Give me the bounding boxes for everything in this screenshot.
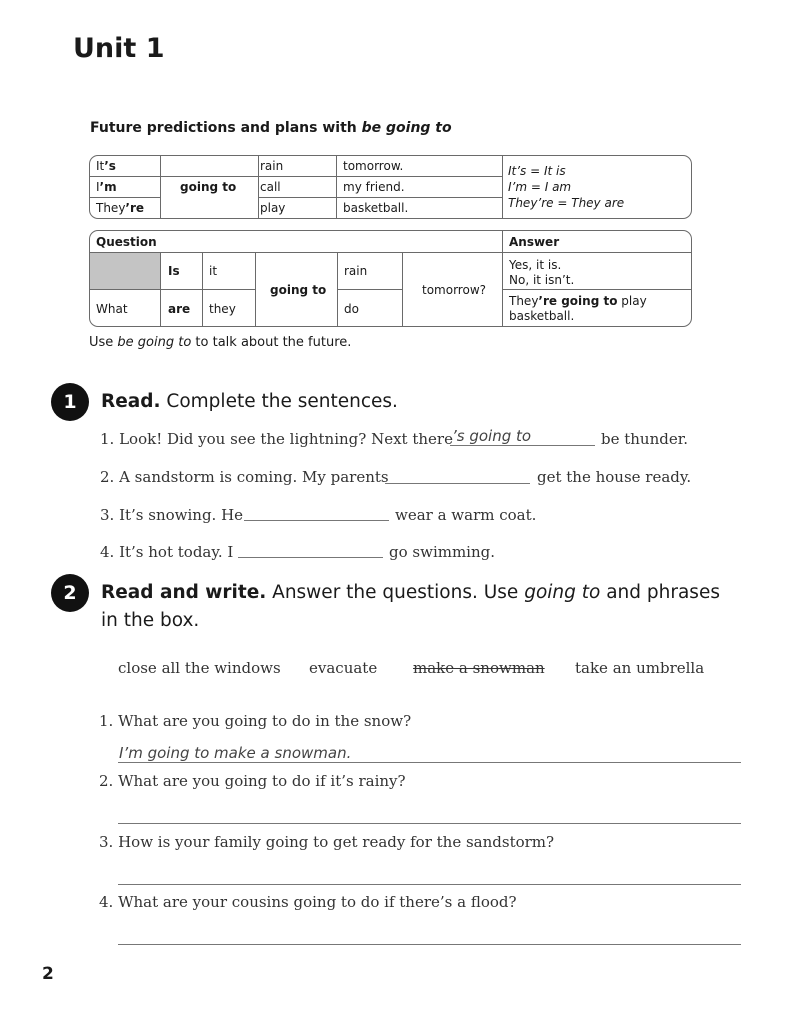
verb-cell: rain [260,159,284,173]
answer-they-line2: basketball. [509,309,575,323]
wh-cell: What [96,302,128,316]
shaded-cell [90,253,160,290]
page-number: 2 [42,964,54,984]
exercise-2-badge: 2 [51,574,89,612]
answer-blank[interactable] [244,520,389,521]
object-cell: my friend. [343,180,405,194]
sentence-end: go swimming. [389,543,496,561]
unit-title: Unit 1 [73,33,165,64]
verb-cell: rain [344,264,368,278]
answer-line[interactable] [118,944,741,945]
verb-cell: play [260,201,286,215]
answer-blank[interactable] [385,483,530,484]
grammar-title-main: Future predictions and plans with [90,120,362,136]
phrase-box-item: evacuate [309,659,378,677]
exercise-1-badge: 1 [51,383,89,421]
usage-note: Use be going to to talk about the future. [89,335,352,350]
answer-line[interactable] [118,823,741,824]
grammar-title-italic: be going to [361,120,452,136]
aux-cell: are [168,302,191,316]
contraction-note: They’re = They are [508,196,625,210]
subject-cell: It’s [96,159,116,173]
sentence-end: wear a warm coat. [395,506,537,524]
phrase-box-item: close all the windows [118,659,281,677]
exercise-2-title: Read and write. Answer the questions. Use going to and phrases [101,582,720,603]
going-to-cell: going to [270,283,327,297]
exercise-1-item-1: 1. Look! Did you see the lightning? Next there [100,430,453,448]
answer-blank[interactable] [238,557,383,558]
answer-no: No, it isn’t. [509,273,575,287]
question-header: Question [96,235,157,249]
exercise-1-item-3: 3. It’s snowing. He [100,506,244,524]
contraction-note: It’s = It is [508,164,566,178]
subject-cell: They’re [96,201,145,215]
verb-cell: call [260,180,281,194]
object-cell: basketball. [343,201,409,215]
contraction-note: I’m = I am [508,180,572,194]
answer-yes: Yes, it is. [509,258,562,272]
handwritten-answer: ’s going to [452,427,532,445]
exercise-2-question-2: 2. What are you going to do if it’s rainy? [99,772,406,790]
answer-they: They’re going to play [509,294,647,308]
grammar-table-questions [89,230,692,327]
object-cell: tomorrow. [343,159,404,173]
exercise-1-item-2: 2. A sandstorm is coming. My parents [100,468,389,486]
answer-line[interactable] [118,762,741,763]
sentence-end: get the house ready. [537,468,692,486]
answer-blank[interactable] [450,445,595,446]
handwritten-answer: I’m going to make a snowman. [119,744,352,762]
exercise-2-question-4: 4. What are your cousins going to do if there’s a flood? [99,893,517,911]
aux-cell: Is [168,264,180,278]
sentence-end: be thunder. [601,430,689,448]
phrase-box-item-crossed: make a snowman [413,659,545,677]
subject-cell: they [209,302,236,316]
verb-cell: do [344,302,359,316]
grammar-table-statements [89,155,692,219]
phrase-box-item: take an umbrella [575,659,705,677]
grammar-title [90,120,452,136]
time-cell: tomorrow? [422,283,486,297]
subject-cell: I’m [96,180,117,194]
exercise-2-title-line2: in the box. [101,610,200,631]
exercise-1-item-4: 4. It’s hot today. I [100,543,234,561]
answer-line[interactable] [118,884,741,885]
exercise-2-question-3: 3. How is your family going to get ready for the sandstorm? [99,833,555,851]
subject-cell: it [209,264,218,278]
exercise-2-question-1: 1. What are you going to do in the snow? [99,712,412,730]
going-to-cell: going to [180,180,237,194]
answer-header: Answer [509,235,560,249]
exercise-1-title: Read. Complete the sentences. [101,391,398,412]
